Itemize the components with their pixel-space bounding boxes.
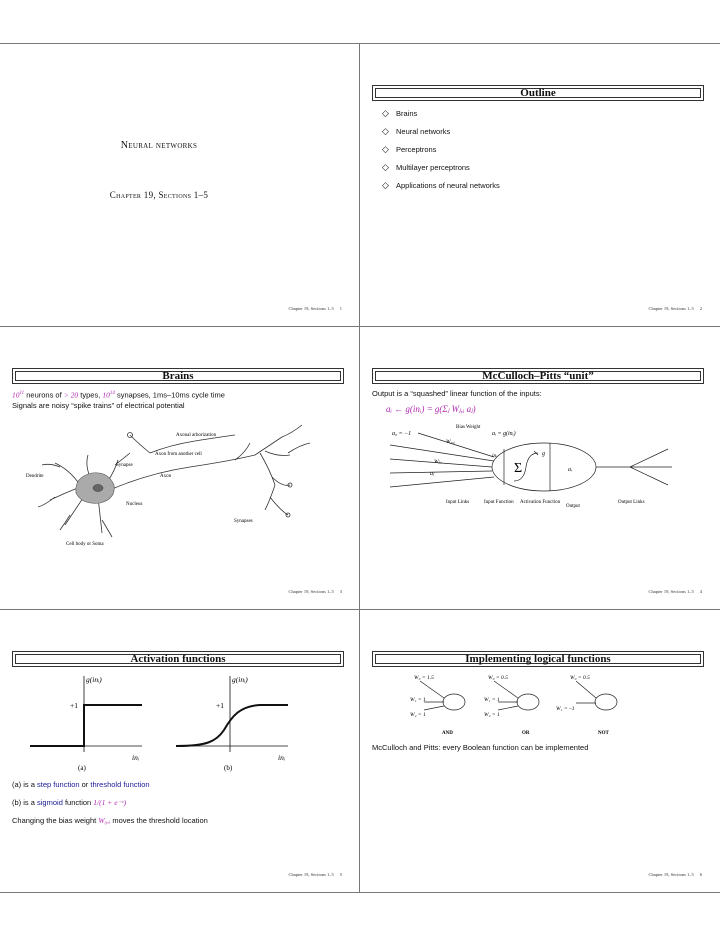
slide-footer: Chapter 19, Sections 1–5 5 <box>288 872 342 877</box>
or-unit <box>517 694 539 710</box>
logic-line-1: McCulloch and Pitts: every Boolean function can be implemented <box>372 743 589 752</box>
activation-line-a: (a) is a step function or threshold function <box>12 780 150 789</box>
step-function-curve <box>30 705 142 746</box>
slide-title: Outline <box>372 85 704 101</box>
label-sigma: Σ <box>514 461 523 476</box>
slide-footer: Chapter 19, Sections 1–5 2 <box>648 306 702 311</box>
slide-1-subtitle: Chapter 19, Sections 1–5 <box>109 190 209 200</box>
label-plus1-a: +1 <box>70 701 78 710</box>
and-w1: W₁ = 1 <box>410 697 426 703</box>
outline-list <box>382 108 500 198</box>
label-input-function: Input Function <box>484 500 514 505</box>
label-bias-weight: Bias Weight <box>456 425 481 430</box>
slide-title: McCulloch–Pitts “unit” <box>372 368 704 384</box>
slide-footer: Chapter 19, Sections 1–5 1 <box>288 306 342 311</box>
input-link <box>390 471 492 473</box>
label-plus1-b: +1 <box>216 701 224 710</box>
diamond-bullet-icon: ◇ <box>382 126 389 136</box>
input-link <box>390 477 494 487</box>
list-item: ◇ Perceptrons <box>382 144 437 154</box>
activation-plots <box>20 670 320 774</box>
not-label: NOT <box>598 731 609 736</box>
not-unit <box>595 694 617 710</box>
or-w2: W₂ = 1 <box>484 712 500 718</box>
gate-bias-line <box>494 681 518 698</box>
label-g-a: g(inᵢ) <box>86 675 102 684</box>
slide-5 <box>0 610 358 892</box>
list-item: ◇ Applications of neural networks <box>382 180 500 190</box>
label-aj: aⱼ <box>430 471 435 477</box>
label-in-a: inᵢ <box>132 753 140 762</box>
page-number: 6 <box>699 872 702 877</box>
diamond-bullet-icon: ◇ <box>382 108 389 118</box>
mp-formula: aᵢ ← g(inᵢ) = g(Σⱼ Wⱼ,ᵢ aⱼ) <box>386 404 476 414</box>
label-axon-other: Axon from another cell <box>155 452 202 457</box>
grid-line <box>0 892 720 893</box>
label-nucleus: Nucleus <box>126 502 143 507</box>
slide-1 <box>0 44 358 326</box>
slide-2 <box>360 44 718 326</box>
label-soma: Cell body or Soma <box>66 542 104 547</box>
or-w1: W₁ = 1 <box>484 697 500 703</box>
list-item: ◇ Multilayer perceptrons <box>382 162 470 172</box>
logic-gates-diagram <box>370 670 710 740</box>
label-output-links: Output Links <box>618 500 645 505</box>
label-in-b: inᵢ <box>278 753 286 762</box>
label-g-b: g(inᵢ) <box>232 675 248 684</box>
brains-line-1: $10^{11}$ neurons of > 20 types, $10^{14}$ synapses, 1ms–10ms cycle time <box>12 390 225 400</box>
label-dendrite: Dendrite <box>26 474 44 479</box>
label-w0i: W₀,ᵢ <box>446 439 455 445</box>
slide-footer: Chapter 19, Sections 1–5 3 <box>288 589 342 594</box>
slide-footer: Chapter 19, Sections 1–5 6 <box>648 872 702 877</box>
gate-bias-line <box>576 681 596 698</box>
mp-line-1: Output is a “squashed” linear function of the inputs: <box>372 389 542 398</box>
slide-1-title: Neural networks <box>120 140 198 151</box>
label-axonal-arborization: Axonal arborization <box>176 433 217 438</box>
page-number: 4 <box>699 589 702 594</box>
diamond-bullet-icon: ◇ <box>382 162 389 172</box>
label-g: g <box>542 451 545 457</box>
neuron-diagram <box>20 415 340 555</box>
activation-line-c: Changing the bias weight W₀,ᵢ moves the threshold location <box>12 816 208 825</box>
sigmoid-curve <box>176 705 288 746</box>
label-ai: aᵢ <box>568 467 572 473</box>
diamond-bullet-icon: ◇ <box>382 180 389 190</box>
slide-title: Implementing logical functions <box>372 651 704 667</box>
not-w0: W₀ = 0.5 <box>570 675 590 681</box>
slide-3 <box>0 327 358 609</box>
label-wji: Wⱼ,ᵢ <box>434 459 442 465</box>
label-output: Output <box>566 504 580 509</box>
slide-title: Brains <box>12 368 344 384</box>
and-label: AND <box>442 731 453 736</box>
and-w0: W₀ = 1.5 <box>414 675 434 681</box>
page-number: 2 <box>699 306 702 311</box>
brains-line-2: Signals are noisy “spike trains” of electrical potential <box>12 401 185 410</box>
label-a0: a₀ = −1 <box>392 431 412 437</box>
label-axon: Axon <box>160 474 172 479</box>
input-link <box>390 445 494 461</box>
gate-input-line <box>424 706 444 710</box>
label-synapses: Synapses <box>234 519 253 524</box>
slide-6 <box>360 610 718 892</box>
mp-unit-diagram <box>374 419 704 519</box>
output-link <box>630 449 668 467</box>
and-w2: W₂ = 1 <box>410 712 426 718</box>
slide-4 <box>360 327 718 609</box>
page-number: 1 <box>339 306 342 311</box>
gate-bias-line <box>420 681 444 698</box>
slide-title: Activation functions <box>12 651 344 667</box>
label-ini: inᵢ <box>492 453 498 459</box>
page-number: 3 <box>339 589 342 594</box>
list-item: ◇ Neural networks <box>382 126 451 136</box>
label-input-links: Input Links <box>446 500 470 505</box>
gate-input-line <box>498 706 518 710</box>
caption-b: (b) <box>224 764 233 772</box>
and-unit <box>443 694 465 710</box>
or-w0: W₀ = 0.5 <box>488 675 508 681</box>
diamond-bullet-icon: ◇ <box>382 144 389 154</box>
label-synapse: Synapse <box>116 463 133 468</box>
not-w1: W₁ = –1 <box>556 706 575 712</box>
activation-line-b: (b) is a sigmoid function 1/(1 + e⁻ˣ) <box>12 798 127 807</box>
or-label: OR <box>522 731 530 736</box>
caption-a: (a) <box>78 764 86 772</box>
bias-link <box>418 433 494 457</box>
output-link <box>630 467 668 485</box>
page-number: 5 <box>339 872 342 877</box>
nucleus <box>93 485 103 492</box>
label-activation-function: Activation Function <box>520 500 561 505</box>
label-ai-eq: aᵢ = g(inᵢ) <box>492 431 516 437</box>
list-item: ◇ Brains <box>382 108 418 118</box>
slide-footer: Chapter 19, Sections 1–5 4 <box>648 589 702 594</box>
